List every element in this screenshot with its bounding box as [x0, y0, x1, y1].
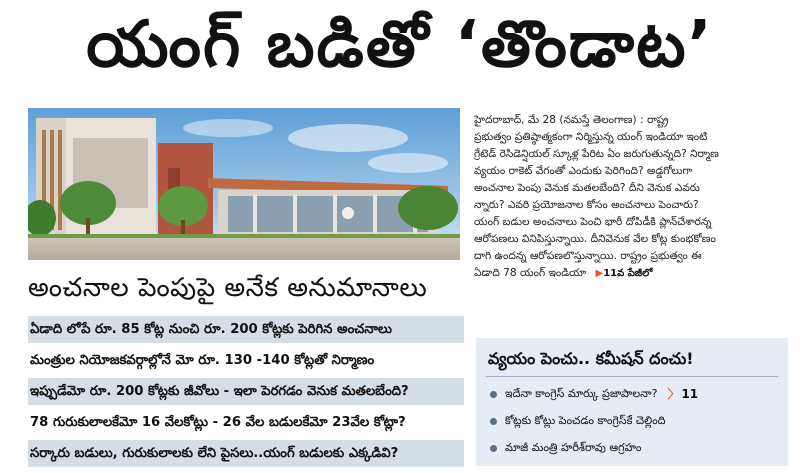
page-ref	[667, 382, 698, 406]
point-item: సర్కారు బడులు, గురుకులాలకు లేని పైసలు..యంగ్ బడులకు ఎక్కడివి?	[28, 440, 464, 467]
highlight-points	[28, 316, 464, 471]
article-line: వ్యయం రాకెట్ వేగంతో ఎందుకు పెరిగింది? అడ్డగోలుగా	[474, 165, 693, 177]
related-story-text: ఇదేనా కాంగ్రెస్ మార్కు ప్రజాపాలనా?	[505, 387, 658, 400]
article-line: హైదరాబాద్, మే 28 (నమస్తే తెలంగాణ) : రాష్ట్ర	[474, 114, 669, 126]
point-item: మంత్రుల నియోజకవర్గాల్లోనే మో రూ. 130 -140 కోట్లతో నిర్మాణం	[30, 353, 375, 368]
article-line: యంగ్ బడుల అంచనాలు పెంచి భారీ దోపిడీకి ప్లాన్‌చేశారన్న	[474, 216, 712, 228]
article-body	[474, 112, 784, 282]
page-ref-number: 11	[681, 387, 699, 401]
related-stories-box	[476, 338, 788, 466]
article-line: ఏడాది 78 యంగ్ ఇండియా	[474, 267, 587, 279]
article-line: న్నారు? ఎవరి ప్రయోజనాల కోసం అంచనాలు పెంచారు?	[474, 199, 699, 211]
point-item: ఏడాది లోపే రూ. 85 కోట్ల నుంచి రూ. 200 కోట్లకు పెరిగిన అంచనాలు	[28, 316, 464, 343]
related-story-text: మాజీ మంత్రి హరీశ్‌రావు ఆగ్రహం	[505, 441, 642, 454]
article-line: దాగి ఉందన్న ఆరోపణలొస్తున్నాయి. రాష్ట్రం ప్రభుత్వం ఈ	[474, 250, 702, 262]
headline: యంగ్ బడితో ‘తొండాట’	[86, 7, 714, 82]
divider	[486, 376, 778, 377]
continued-on-page-link[interactable]	[595, 265, 652, 282]
bullet-icon	[490, 418, 497, 425]
school-building-photo	[28, 108, 460, 260]
related-story-text: కోట్లకు కోట్లు పెంచడం కాంగ్రెస్‌కే చెల్లింది	[505, 414, 666, 427]
article-line-last	[474, 265, 784, 282]
article-line: అంచనాల పెంపు వెనుక మతలబేంది? దీని వెనుక ఎవరు	[474, 182, 700, 194]
arrow-icon: 〉	[667, 387, 680, 401]
related-story-item[interactable]	[486, 382, 782, 406]
box-title: వ్యయం పెంచు.. కమీషన్ దంచు!	[488, 349, 694, 368]
subheadline: అంచనాల పెంపుపై అనేక అనుమానాలు	[28, 273, 428, 303]
arrow-icon: ▶	[595, 268, 604, 279]
continued-label: 11వ పేజీలో	[603, 268, 653, 279]
related-story-item[interactable]	[486, 409, 782, 433]
point-item: 78 గురుకులాలకేమో 16 వేలకోట్లు - 26 వేల బడులకేమో 23వేల కోట్లా?	[30, 415, 406, 430]
article-line: ప్రభుత్వం ప్రతిష్ఠాత్మకంగా నిర్మిస్తున్న యంగ్ ఇండియా ఇంటి	[474, 131, 708, 143]
bullet-icon	[490, 391, 497, 398]
related-story-item[interactable]	[486, 436, 782, 460]
article-line: గ్రేటెడ్ రెసిడెన్షియల్ స్కూళ్ల పేరిట ఏం జరుగుతున్నది? నిర్మాణ	[474, 148, 719, 160]
article-line: ఆరోపణలు వినిపిస్తున్నాయి. దీనివెనుక వేల కోట్ల కుంభకోణం	[474, 233, 716, 245]
point-item: ఇప్పుడేమో రూ. 200 కోట్లకు జీవోలు - ఇలా పెరగడం వెనుక మతలబేంది?	[28, 378, 464, 405]
bullet-icon	[490, 445, 497, 452]
